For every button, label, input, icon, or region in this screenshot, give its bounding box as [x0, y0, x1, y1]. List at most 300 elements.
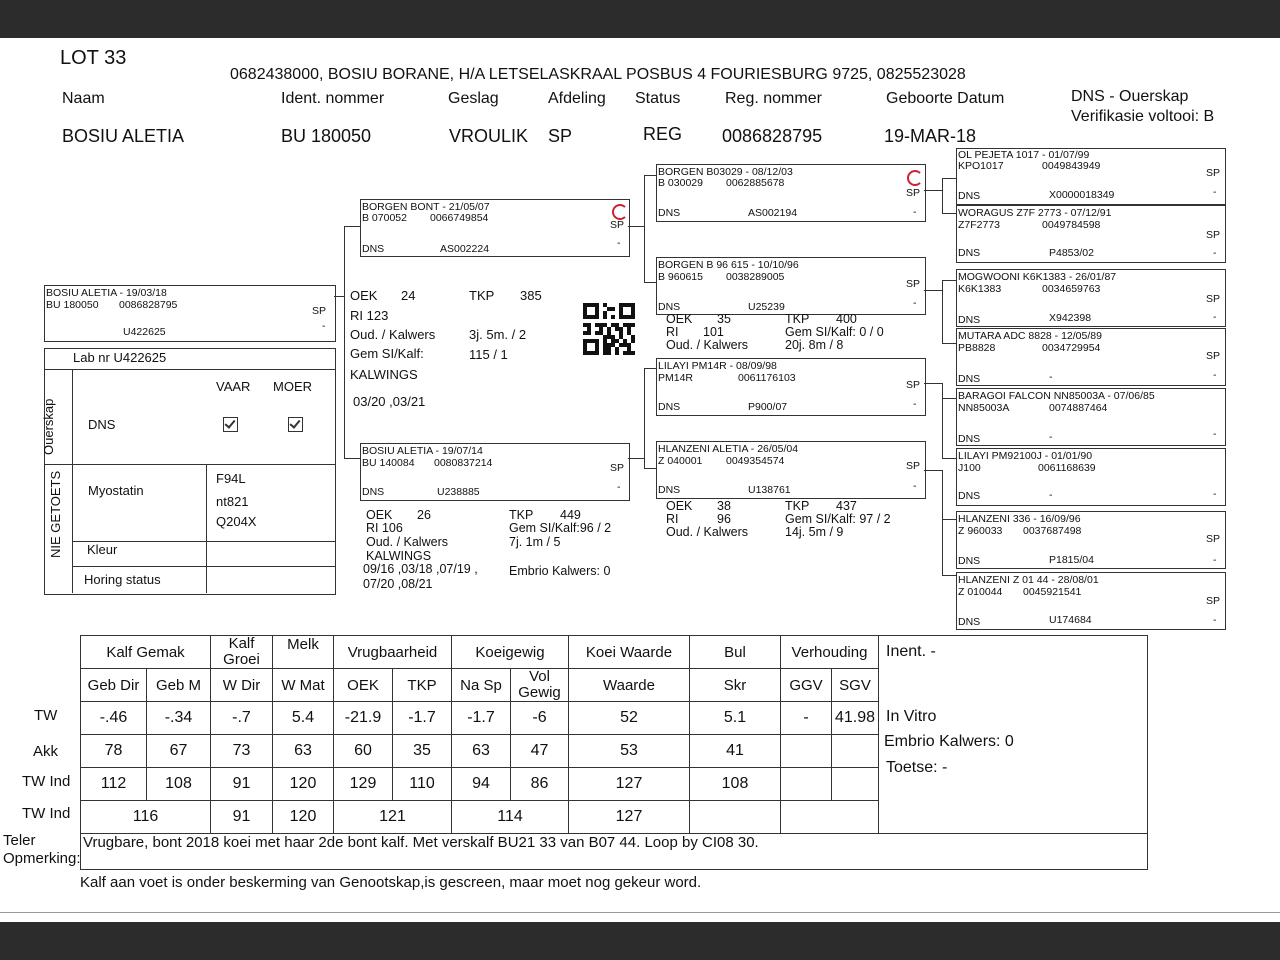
sire-reg: 0066749854 [430, 212, 489, 224]
gp-dns: DNS [658, 484, 681, 496]
remarks-text: Vrugbare, bont 2018 koei met haar 2de bont kalf. Met verskalf BU21 33 van B07 44. Loop by CI08 30. [83, 834, 759, 851]
gp4-gem: Gem SI/Kalf: 97 / 2 [785, 512, 891, 526]
ggp-id: J100 [958, 462, 981, 474]
ggp-reg: 0049843949 [1042, 160, 1101, 172]
twind-cell: 127 [569, 768, 690, 801]
tw-cell: -6 [511, 702, 569, 735]
twind-cell: 110 [393, 768, 452, 801]
stat-tkp-value: 385 [520, 288, 542, 303]
row-label-akk: Akk [33, 743, 59, 760]
group-header: Koeigewig [452, 636, 569, 669]
tw-cell: -.7 [211, 702, 273, 735]
lot-number: LOT 33 [60, 47, 127, 69]
ggp-title: WORAGUS Z7F 2773 - 07/12/91 [958, 207, 1112, 219]
gp-box [656, 257, 926, 315]
ggp-title: MUTARA ADC 8828 - 12/05/89 [958, 330, 1102, 342]
connector [942, 458, 956, 459]
connector [942, 575, 956, 576]
ggp-breed: SP [1206, 533, 1221, 545]
ggp-reg: 0034659763 [1042, 283, 1101, 295]
sire-breed: SP [610, 219, 625, 231]
ggp-box [956, 269, 1226, 327]
dam-oek-label: OEK [366, 508, 393, 522]
gp2-oud-value: 20j. 8m / 8 [785, 338, 844, 352]
ggp-id: Z7F2773 [958, 219, 1001, 231]
dns-row-label: DNS [88, 417, 116, 432]
ggp-title: BARAGOI FALCON NN85003A - 07/06/85 [958, 390, 1155, 402]
divider [72, 370, 73, 593]
gp-breed: SP [906, 187, 921, 199]
akk-cell: 67 [147, 735, 211, 768]
gp2-tkp-label: TKP [785, 312, 810, 326]
tw-cell: - [781, 702, 832, 735]
side-toetse: Toetse: - [886, 759, 948, 776]
ggp-id: K6K1383 [958, 283, 1002, 295]
value-reg: 0086828795 [722, 126, 823, 146]
side-in-vitro: In Vitro [886, 708, 937, 725]
gp-title: HLANZENI ALETIA - 26/05/04 [658, 443, 799, 455]
sub-header: SGV [832, 669, 879, 702]
twind-cell: 91 [211, 768, 273, 801]
animal-breed: SP [312, 305, 327, 317]
gp-lab: AS002194 [748, 207, 798, 219]
dam-dash: - [617, 481, 621, 493]
col-vaar: VAAR [216, 379, 251, 394]
tw-cell: -1.7 [452, 702, 511, 735]
ggp-lab: - [1049, 431, 1053, 443]
connector [344, 226, 345, 458]
gp-dns: DNS [658, 401, 681, 413]
connector [942, 343, 956, 344]
ggp-dash: - [1213, 311, 1217, 323]
gp4-oek-value: 38 [717, 499, 731, 513]
verifikasie: Verifikasie voltooi: B [1071, 108, 1215, 125]
group-header: Kalf Gemak [81, 636, 211, 669]
ggp-title: OL PEJETA 1017 - 01/07/99 [958, 149, 1090, 161]
ggp-lab: X0000018349 [1049, 189, 1115, 201]
gp-breed: SP [906, 278, 921, 290]
ggp-box [956, 511, 1226, 569]
gp-dash: - [913, 398, 917, 410]
sub-header: GGV [781, 669, 832, 702]
dam-tkp-label: TKP [509, 508, 534, 522]
akk-cell [832, 735, 879, 768]
group-header: Melk [273, 636, 334, 669]
footer-note: Kalf aan voet is onder beskerming van Genootskap,is gescreen, maar moet nog gekeur word. [80, 874, 702, 891]
connector [942, 280, 956, 281]
akk-cell: 47 [511, 735, 569, 768]
horing-label: Horing status [84, 572, 161, 587]
ggp-dns: DNS [958, 373, 981, 385]
connector [628, 226, 644, 227]
ggp-reg: 0045921541 [1023, 586, 1082, 598]
value-ident: BU 180050 [281, 126, 372, 146]
connector [942, 280, 943, 343]
akk-cell [781, 735, 832, 768]
akk-cell: 53 [569, 735, 690, 768]
gp-reg: 0038289005 [726, 271, 785, 283]
gp-title: BORGEN B 96 615 - 10/10/96 [658, 259, 799, 271]
gp4-tkp-value: 437 [836, 499, 857, 513]
opmerking-label: Opmerking: [3, 850, 81, 867]
gp4-oud-label: Oud. / Kalwers [666, 525, 748, 539]
ggp-reg: 0074887464 [1049, 402, 1108, 414]
row-label-twind: TW Ind [22, 773, 71, 790]
society-logo-icon [612, 204, 628, 220]
twind2-cell: 114 [452, 801, 569, 834]
sub-header: Geb M [147, 669, 211, 702]
akk-cell: 35 [393, 735, 452, 768]
ggp-reg: 0061168639 [1038, 462, 1096, 474]
group-header: Vrugbaarheid [334, 636, 452, 669]
connector [644, 468, 656, 469]
dam-id: BU 140084 [362, 457, 415, 469]
society-logo-icon [907, 170, 923, 186]
twind-cell: 129 [334, 768, 393, 801]
gp4-oud-value: 14j. 5m / 9 [785, 525, 844, 539]
sub-header: Vol Gewig [511, 669, 569, 702]
gp-reg: 0062885678 [726, 177, 785, 189]
connector [644, 368, 645, 468]
dam-kalwings: KALWINGS [366, 549, 432, 563]
evaluation-table [80, 635, 1148, 834]
ggp-title: LILAYI PM92100J - 01/01/90 [958, 450, 1093, 462]
gp-id: PM14R [658, 372, 694, 384]
ggp-title: HLANZENI Z 01 44 - 28/08/01 [958, 574, 1099, 586]
ggp-dash: - [1213, 247, 1217, 259]
sub-header: Skr [690, 669, 781, 702]
ggp-box [956, 205, 1226, 263]
connector [942, 470, 943, 575]
vaar-check [223, 417, 238, 437]
gp2-tkp-value: 400 [836, 312, 857, 326]
dam-gem: Gem SI/Kalf:96 / 2 [509, 521, 612, 535]
twind2-cell: 120 [273, 801, 334, 834]
dam-tkp-value: 449 [560, 508, 581, 522]
stat-gem-label: Gem SI/Kalf: [350, 346, 424, 361]
divider [206, 464, 207, 593]
dam-oud-value: 7j. 1m / 5 [509, 535, 561, 549]
gp2-ri-label: RI [666, 325, 679, 339]
divider [44, 369, 335, 370]
gp2-gem: Gem SI/Kalf: 0 / 0 [785, 325, 884, 339]
ggp-breed: SP [1206, 167, 1221, 179]
ggp-id: PB8828 [958, 342, 996, 354]
sub-header: TKP [393, 669, 452, 702]
connector [924, 470, 942, 471]
tw-cell: 52 [569, 702, 690, 735]
connector [644, 368, 656, 369]
table-row [81, 636, 1148, 669]
label-ident: Ident. nommer [281, 90, 385, 107]
stat-kalwing-dates: 03/20 ,03/21 [353, 394, 426, 409]
ggp-box [956, 572, 1226, 630]
akk-cell: 78 [81, 735, 147, 768]
ggp-dns: DNS [958, 490, 981, 502]
connector [344, 458, 360, 459]
ggp-id: KPO1017 [958, 160, 1004, 172]
sire-title: BORGEN BONT - 21/05/07 [362, 201, 490, 213]
gp-dns: DNS [658, 301, 681, 313]
ggp-lab: X942398 [1049, 312, 1092, 324]
dam-ri: RI 106 [366, 521, 403, 535]
sire-dash: - [617, 237, 621, 249]
ggp-reg: 0034729954 [1042, 342, 1101, 354]
connector [942, 178, 943, 213]
sub-header: Geb Dir [81, 669, 147, 702]
sub-header: W Dir [211, 669, 273, 702]
dns-ouerskap: DNS - Ouerskap [1071, 88, 1189, 105]
sire-box [360, 199, 630, 257]
twind-cell [832, 768, 879, 801]
moer-check [288, 417, 303, 437]
twind2-cell: 91 [211, 801, 273, 834]
sub-header: W Mat [273, 669, 334, 702]
ggp-title: MOGWOONI K6K1383 - 26/01/87 [958, 271, 1117, 283]
sire-dns: DNS [362, 243, 385, 255]
qr-code [583, 303, 635, 355]
animal-box [44, 285, 336, 342]
connector [942, 383, 943, 398]
ggp-id: Z 960033 [958, 525, 1003, 537]
ggp-dns: DNS [958, 555, 981, 567]
dam-reg: 0080837214 [434, 457, 493, 469]
ggp-dash: - [1213, 428, 1217, 440]
connector [942, 519, 956, 520]
dam-breed: SP [610, 462, 625, 474]
gp-reg: 0049354574 [726, 455, 785, 467]
twind-cell: 108 [147, 768, 211, 801]
lab-nr: Lab nr U422625 [73, 350, 167, 365]
ggp-breed: SP [1206, 350, 1221, 362]
ggp-lab: - [1049, 371, 1053, 383]
sub-header: OEK [334, 669, 393, 702]
ggp-lab: - [1049, 489, 1053, 501]
ggp-dash: - [1213, 186, 1217, 198]
connector [942, 213, 956, 214]
twind-cell: 120 [273, 768, 334, 801]
dam-oek-value: 26 [417, 508, 431, 522]
connector [644, 282, 656, 283]
connector [924, 383, 942, 384]
ggp-dns: DNS [958, 247, 981, 259]
label-reg: Reg. nommer [725, 90, 822, 107]
gp-lab: U138761 [748, 484, 791, 496]
twind-cell: 108 [690, 768, 781, 801]
dam-oud-label: Oud. / Kalwers [366, 535, 448, 549]
dam-title: BOSIU ALETIA - 19/07/14 [362, 445, 483, 457]
tw-cell: -.46 [81, 702, 147, 735]
gp-id: B 960615 [658, 271, 703, 283]
ggp-box [956, 148, 1226, 205]
connector [334, 296, 344, 297]
twind-cell: 112 [81, 768, 147, 801]
gp-lab: U25239 [748, 301, 785, 313]
value-status: REG [643, 124, 683, 144]
akk-cell: 63 [273, 735, 334, 768]
ggp-lab: P4853/02 [1049, 247, 1094, 259]
gp-breed: SP [906, 379, 921, 391]
ggp-title: HLANZENI 336 - 16/09/96 [958, 513, 1081, 525]
ggp-breed: SP [1206, 595, 1221, 607]
sub-header: Na Sp [452, 669, 511, 702]
dam-box [360, 443, 630, 501]
ggp-dns: DNS [958, 190, 981, 202]
connector [942, 398, 943, 458]
value-geboorte: 19-MAR-18 [884, 126, 977, 146]
label-afdeling: Afdeling [548, 90, 606, 107]
ggp-dns: DNS [958, 433, 981, 445]
animal-lab: U422625 [123, 326, 166, 338]
myostatin-label: Myostatin [88, 483, 144, 498]
gp2-oek-label: OEK [666, 312, 693, 326]
connector [628, 458, 644, 459]
akk-cell: 41 [690, 735, 781, 768]
myostatin-value: Q204X [216, 514, 257, 529]
dam-dates-2: 07/20 ,08/21 [363, 577, 433, 591]
page-edge [0, 912, 1280, 913]
gp-breed: SP [906, 460, 921, 472]
twind2-cell: 116 [81, 801, 211, 834]
sire-id: B 070052 [362, 212, 407, 224]
akk-cell: 63 [452, 735, 511, 768]
side-inent: Inent. - [886, 643, 936, 660]
stat-ri: RI 123 [350, 308, 389, 323]
label-status: Status [635, 90, 681, 107]
myostatin-value: nt821 [216, 494, 249, 509]
group-header: Bul [690, 636, 781, 669]
gp2-ri-value: 101 [703, 325, 724, 339]
gp-dash: - [913, 297, 917, 309]
dam-dates-1: 09/16 ,03/18 ,07/19 , [363, 562, 478, 576]
ggp-box [956, 388, 1226, 446]
animal-id: BU 180050 [46, 299, 99, 311]
side-notes-cell [879, 636, 1148, 834]
stat-oek-label: OEK [350, 288, 378, 303]
ggp-dash: - [1213, 369, 1217, 381]
gp-id: Z 040001 [658, 455, 703, 467]
twind2-cell: 121 [334, 801, 452, 834]
divider [44, 464, 335, 465]
bottom-bar [0, 922, 1280, 960]
animal-dash: - [322, 320, 326, 332]
ggp-dns: DNS [958, 314, 981, 326]
stat-oud-label: Oud. / Kalwers [350, 327, 436, 342]
tw-cell: 5.4 [273, 702, 334, 735]
ggp-reg: 0037687498 [1023, 525, 1082, 537]
gp-title: BORGEN B03029 - 08/12/03 [658, 166, 793, 178]
value-naam: BOSIU ALETIA [62, 126, 185, 146]
stat-oud-value: 3j. 5m. / 2 [469, 327, 527, 342]
gp-dash: - [913, 206, 917, 218]
tw-cell: 41.98 [832, 702, 879, 735]
gp2-oud-label: Oud. / Kalwers [666, 338, 748, 352]
ggp-dash: - [1213, 488, 1217, 500]
dam-dns: DNS [362, 486, 385, 498]
row-label-twind2: TW Ind [22, 805, 71, 822]
ggp-lab: P1815/04 [1049, 554, 1094, 566]
twind2-cell [690, 801, 781, 834]
ggp-lab: U174684 [1049, 614, 1092, 626]
gp-title: LILAYI PM14R - 08/09/98 [658, 360, 777, 372]
tw-cell: -21.9 [334, 702, 393, 735]
gp-box [656, 358, 926, 416]
group-header: Koei Waarde [569, 636, 690, 669]
side-embrio: Embrio Kalwers: 0 [884, 733, 1014, 750]
stat-gem-value: 115 / 1 [469, 347, 508, 362]
sub-header: Waarde [569, 669, 690, 702]
ggp-breed: SP [1206, 229, 1221, 241]
connector [344, 226, 360, 227]
ouerskap-label: Ouerskap [41, 398, 56, 455]
nie-getoets-label: NIE GETOETS [48, 470, 63, 558]
ggp-id: Z 010044 [958, 586, 1003, 598]
label-geboorte: Geboorte Datum [886, 90, 1005, 107]
row-label-tw: TW [34, 707, 58, 724]
dam-embrio: Embrio Kalwers: 0 [509, 564, 611, 578]
gp4-oek-label: OEK [666, 499, 693, 513]
connector [924, 190, 942, 191]
gp4-ri-label: RI [666, 512, 679, 526]
ggp-box [956, 448, 1226, 506]
divider [72, 566, 335, 567]
twind2-cell: 127 [569, 801, 690, 834]
tw-cell: -1.7 [393, 702, 452, 735]
gp-id: B 030029 [658, 177, 703, 189]
twind-cell: 86 [511, 768, 569, 801]
tw-cell: -.34 [147, 702, 211, 735]
stat-oek-value: 24 [401, 288, 416, 303]
gp-box [656, 164, 926, 222]
akk-cell: 60 [334, 735, 393, 768]
connector [644, 175, 645, 282]
gp-lab: P900/07 [748, 401, 788, 413]
ggp-box [956, 328, 1226, 386]
gp-dns: DNS [658, 207, 681, 219]
kleur-label: Kleur [87, 542, 118, 557]
teler-label: Teler [3, 832, 36, 849]
connector [942, 178, 956, 179]
twind2-cell [781, 801, 879, 834]
ggp-reg: 0049784598 [1042, 219, 1101, 231]
animal-reg: 0086828795 [119, 299, 178, 311]
ggp-dash: - [1213, 554, 1217, 566]
label-naam: Naam [62, 90, 105, 107]
tw-cell: 5.1 [690, 702, 781, 735]
stat-kalwings: KALWINGS [350, 367, 418, 382]
stat-tkp-label: TKP [469, 288, 495, 303]
connector [924, 290, 942, 291]
gp-reg: 0061176103 [738, 372, 796, 384]
value-afdeling: SP [548, 126, 573, 146]
gp-dash: - [913, 480, 917, 492]
gp4-tkp-label: TKP [785, 499, 810, 513]
connector [942, 398, 956, 399]
dam-lab: U238885 [437, 486, 480, 498]
group-header: Kalf Groei [211, 636, 273, 669]
akk-cell: 73 [211, 735, 273, 768]
group-header: Verhouding [781, 636, 879, 669]
ggp-dns: DNS [958, 616, 981, 628]
owner-line: 0682438000, BOSIU BORANE, H/A LETSELASKRAAL POSBUS 4 FOURIESBURG 9725, 0825523028 [230, 66, 966, 83]
ggp-dash: - [1213, 614, 1217, 626]
myostatin-value: F94L [216, 471, 246, 486]
col-moer: MOER [273, 379, 312, 394]
value-geslag: VROULIK [449, 126, 529, 146]
ggp-breed: SP [1206, 293, 1221, 305]
top-bar [0, 0, 1280, 38]
connector [644, 175, 656, 176]
